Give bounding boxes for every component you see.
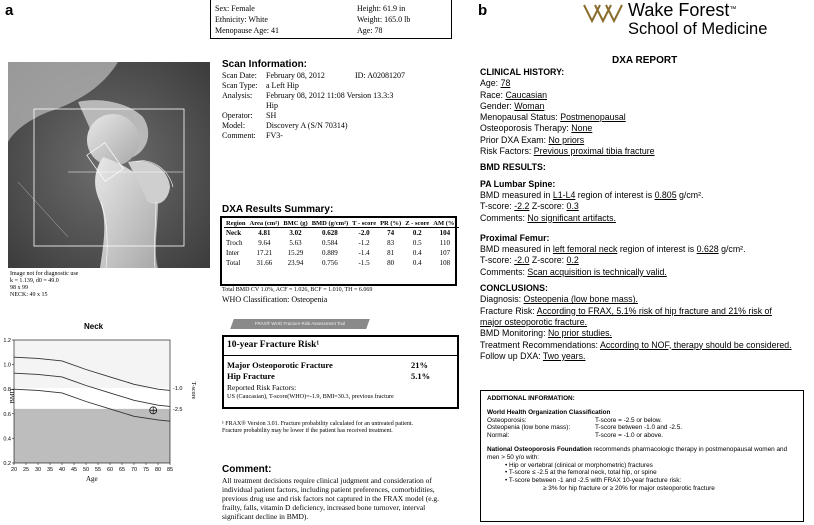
report-body bbox=[480, 67, 810, 362]
patient-point-marker bbox=[150, 407, 157, 414]
treatment-line: Treatment Recommendations: According to NOF, therapy should be considered. bbox=[480, 339, 792, 350]
image-notes bbox=[10, 271, 200, 299]
clinical-history-row bbox=[480, 146, 810, 157]
diagnosis-line: Diagnosis: Osteopenia (low bone mass). bbox=[480, 294, 638, 305]
results-header-cell: AM (%) bbox=[433, 220, 457, 227]
fracture-risk-box bbox=[222, 335, 459, 409]
lumbar-comment: No significant artifacts. bbox=[527, 212, 616, 223]
results-row bbox=[224, 238, 459, 248]
x-tick-label: 65 bbox=[118, 467, 126, 473]
treatment-value: According to NOF, therapy should be considered. bbox=[599, 339, 792, 350]
follow-up-value: Two years. bbox=[542, 350, 586, 361]
results-header-cell: PR (%) bbox=[380, 220, 402, 227]
results-cell: 81 bbox=[387, 249, 395, 257]
report-title: DXA REPORT bbox=[612, 55, 678, 66]
clinical-history-value: None bbox=[571, 123, 593, 134]
results-cell: 110 bbox=[439, 239, 451, 247]
results-cell: 104 bbox=[439, 229, 451, 237]
x-tick-label: 35 bbox=[46, 467, 54, 473]
scan-row-key: Comment: bbox=[222, 131, 256, 140]
x-tick-label: 75 bbox=[142, 467, 150, 473]
y2-axis-label: T-score bbox=[190, 381, 196, 400]
scan-row-value: February 08, 2012 bbox=[266, 71, 325, 80]
image-note: 98 x 99 bbox=[10, 285, 28, 291]
x-tick-label: 30 bbox=[34, 467, 42, 473]
clinical-history-row bbox=[480, 112, 810, 123]
results-header-cell: BMD (g/cm²) bbox=[311, 220, 349, 227]
results-cell: 0.628 bbox=[322, 229, 338, 237]
results-cell: 15.29 bbox=[287, 249, 304, 257]
results-row bbox=[224, 228, 459, 239]
results-cell: Inter bbox=[226, 249, 240, 257]
risk-factors-text: US (Caucasian), T-score(WHO)=-1.9, BMI=30.3, previous fracture bbox=[227, 393, 394, 400]
frax-banner bbox=[230, 319, 370, 329]
results-cell: 0.4 bbox=[412, 259, 422, 267]
nof-bullet-text: T-score ≤ -2.5 at the femoral neck, total hip, or spine bbox=[508, 469, 657, 477]
results-cell: 9.64 bbox=[258, 239, 271, 247]
x-tick-label: 55 bbox=[94, 467, 102, 473]
risk-factors-label: Reported Risk Factors: bbox=[227, 383, 297, 392]
lumbar-bmd-value: 0.805 bbox=[654, 189, 677, 200]
fracture-risk-line: Fracture Risk: According to FRAX, 5.1% risk of hip fracture and 21% risk of bbox=[480, 305, 772, 316]
x-tick-label: 80 bbox=[154, 467, 162, 473]
scan-row bbox=[222, 111, 462, 121]
diagnosis-value: Osteopenia (low bone mass). bbox=[523, 294, 638, 305]
results-cell: 4.81 bbox=[258, 229, 271, 237]
results-header-cell: BMC (g) bbox=[283, 220, 308, 227]
lumbar-heading: PA Lumbar Spine: bbox=[480, 178, 556, 189]
scan-row-value: a Left Hip bbox=[266, 81, 299, 90]
y-tick-label: 0.6 bbox=[3, 411, 11, 418]
wake-forest-logo bbox=[582, 0, 812, 40]
clinical-history-key: Prior DXA Exam: bbox=[480, 134, 546, 145]
x-axis-label: Age bbox=[86, 475, 98, 483]
major-fracture-value: 21% bbox=[411, 360, 428, 370]
patient-header bbox=[210, 0, 452, 39]
who-heading: World Health Organization Classification bbox=[487, 408, 611, 416]
who-row-key: Normal: bbox=[487, 432, 510, 440]
image-note: k = 1.139, d0 = 49.0 bbox=[10, 278, 59, 284]
clinical-history-row bbox=[480, 123, 810, 134]
comment-title: Comment: bbox=[222, 464, 272, 475]
femur-region: left femoral neck bbox=[552, 244, 618, 255]
who-row-value: T-score = -1.0 or above. bbox=[595, 432, 664, 440]
logo-line2: School of Medicine bbox=[628, 20, 768, 38]
additional-heading: ADDITIONAL INFORMATION: bbox=[487, 395, 575, 402]
lumbar-score-line: T-score: -2.2 Z-score: 0.3 bbox=[480, 201, 579, 212]
femur-score-line: T-score: -2.0 Z-score: 0.2 bbox=[480, 255, 579, 266]
results-cell: Troch bbox=[226, 239, 243, 247]
scan-row bbox=[222, 91, 462, 101]
image-note: Image not for diagnostic use bbox=[10, 271, 79, 277]
who-row-value: T-score between -1.0 and -2.5. bbox=[595, 424, 683, 432]
x-tick-label: 60 bbox=[106, 467, 114, 473]
dxa-results-table-box bbox=[220, 216, 457, 286]
clinical-history-value: No priors bbox=[548, 134, 585, 145]
results-cell: 107 bbox=[439, 249, 451, 257]
scan-row-key: Scan Date: bbox=[222, 71, 257, 80]
x-tick-label: 70 bbox=[130, 467, 138, 473]
clinical-history-heading: CLINICAL HISTORY: bbox=[480, 67, 565, 77]
patient-menopause-age: Menopause Age: 41 bbox=[215, 26, 279, 35]
comment-text: All treatment decisions require clinical judgment and consideration of individual patient factors, including patient preferences, comorbidities, previous drug use and risk factors not captured in the FRAX model (e.g. frailty, falls, vitamin D deficiency, increased bone turnover, interval significant decline in BMD). bbox=[222, 476, 440, 521]
results-footer: Total BMD CV 1.0%, ACF = 1.026, BCF = 1.010, TH = 6.069 bbox=[222, 287, 373, 293]
y-tick-label: 1.0 bbox=[3, 362, 11, 369]
dxa-results-title: DXA Results Summary: bbox=[222, 204, 334, 215]
lumbar-t-score: -2.2 bbox=[514, 201, 530, 212]
lumbar-region: L1-L4 bbox=[552, 189, 576, 200]
patient-ethnicity: Ethnicity: White bbox=[215, 15, 268, 24]
scan-row bbox=[222, 71, 462, 81]
conclusions-heading: CONCLUSIONS: bbox=[480, 283, 548, 294]
results-cell: 0.889 bbox=[322, 249, 338, 257]
logo-tm: ™ bbox=[729, 6, 737, 13]
femur-t-score: -2.0 bbox=[514, 255, 530, 266]
scan-row bbox=[222, 81, 462, 91]
wake-forest-emblem-icon bbox=[582, 2, 626, 24]
major-fracture-label: Major Osteoporotic Fracture bbox=[227, 360, 333, 370]
logo-line1: Wake Forest bbox=[628, 0, 730, 20]
bmd-chart bbox=[0, 318, 205, 490]
fracture-risk-value: According to FRAX, 5.1% risk of hip fracture and 21% risk of bbox=[536, 305, 772, 316]
clinical-history-row bbox=[480, 78, 810, 89]
results-header-cell: T - score bbox=[352, 220, 377, 227]
clinical-history-key: Menopausal Status: bbox=[480, 112, 558, 123]
scan-row-value: February 08, 2012 11:08 Version 13.3:3 bbox=[266, 91, 394, 100]
x-tick-label: 25 bbox=[22, 467, 30, 473]
results-cell: 3.02 bbox=[289, 229, 302, 237]
clinical-history-key: Osteoporosis Therapy: bbox=[480, 123, 569, 134]
who-row bbox=[487, 432, 799, 440]
clinical-history-value: Caucasian bbox=[505, 89, 548, 100]
bmd-monitoring-value: No prior studies. bbox=[547, 328, 613, 339]
who-classification: WHO Classification: Osteopenia bbox=[222, 295, 328, 304]
clinical-history-row bbox=[480, 135, 810, 146]
hip-xray-image bbox=[8, 62, 210, 268]
clinical-history-key: Risk Factors: bbox=[480, 146, 532, 157]
results-cell: 31.66 bbox=[256, 259, 273, 267]
femur-bmd-value: 0.628 bbox=[696, 244, 719, 255]
femur-comment-line: Comments: Scan acquisition is technically valid. bbox=[480, 266, 667, 277]
patient-sex: Sex: Female bbox=[215, 4, 255, 13]
panel-a-label: a bbox=[5, 2, 14, 19]
nof-bullet-text: Hip or vertebral (clinical or morphometric) fractures bbox=[509, 461, 653, 469]
image-note: NECK: 49 x 15 bbox=[10, 292, 48, 298]
nof-sub-bullet: ≥ 3% for hip fracture or ≥ 20% for major osteoporotic fracture bbox=[543, 484, 715, 492]
scan-row bbox=[222, 131, 462, 141]
clinical-history-value: Previous proximal tibia fracture bbox=[533, 146, 655, 157]
bmd-results-heading: BMD RESULTS: bbox=[480, 162, 546, 173]
results-row bbox=[224, 248, 459, 258]
nof-text: National Osteoporosis Foundation recommends pharmacologic therapy in postmenopausal women and men > 50 y/o with: bbox=[487, 445, 788, 461]
femur-comment: Scan acquisition is technically valid. bbox=[527, 266, 667, 277]
results-header-cell: Region bbox=[226, 220, 246, 227]
t-score-tick-label: -2.5 bbox=[173, 406, 183, 413]
lumbar-z-score: 0.3 bbox=[566, 201, 579, 212]
clinical-history-key: Age: bbox=[480, 78, 499, 89]
femur-z-score: 0.2 bbox=[566, 255, 579, 266]
bmd-monitoring-line: BMD Monitoring: No prior studies. bbox=[480, 328, 613, 339]
results-row bbox=[224, 258, 459, 268]
clinical-history-value: 78 bbox=[500, 78, 511, 89]
results-cell: Total bbox=[226, 259, 241, 267]
results-cell: 108 bbox=[439, 259, 451, 267]
results-cell: 23.94 bbox=[287, 259, 304, 267]
results-cell: -1.5 bbox=[358, 259, 370, 267]
fracture-risk-title: 10-year Fracture Risk¹ bbox=[227, 340, 320, 350]
scan-row-value: Hip bbox=[266, 101, 278, 110]
x-tick-label: 85 bbox=[166, 467, 174, 473]
who-row-key: Osteopenia (low bone mass): bbox=[487, 424, 571, 432]
results-cell: 74 bbox=[387, 229, 395, 237]
clinical-history-row bbox=[480, 90, 810, 101]
who-row bbox=[487, 424, 799, 432]
scan-row-value: Discovery A (S/N 70314) bbox=[266, 121, 348, 130]
scan-row-key: Model: bbox=[222, 121, 246, 130]
results-cell: 80 bbox=[387, 259, 395, 267]
clinical-history-row bbox=[480, 101, 810, 112]
results-header-cell: Area (cm²) bbox=[249, 220, 280, 227]
scan-row-key: Scan Type: bbox=[222, 81, 258, 90]
results-cell: 5.63 bbox=[289, 239, 302, 247]
t-score-tick-label: -1.0 bbox=[173, 385, 183, 392]
chart-title: Neck bbox=[84, 322, 104, 331]
results-cell: 0.756 bbox=[322, 259, 338, 267]
nof-bullet: • Hip or vertebral (clinical or morphometric) fractures bbox=[505, 461, 653, 469]
patient-height: Height: 61.9 in bbox=[357, 4, 406, 13]
results-cell: 17.21 bbox=[256, 249, 273, 257]
patient-weight: Weight: 165.0 lb bbox=[357, 15, 411, 24]
additional-info-box bbox=[480, 390, 804, 522]
scan-row-key: Operator: bbox=[222, 111, 253, 120]
results-cell: 0.5 bbox=[412, 239, 422, 247]
clinical-history-key: Gender: bbox=[480, 100, 512, 111]
y-tick-label: 0.8 bbox=[3, 387, 11, 394]
clinical-history-key: Race: bbox=[480, 89, 503, 100]
frax-note: ¹ FRAX® Version 3.01. Fracture probability calculated for an untreated patient. Fracture probability may be lower if the patient has received treatment. bbox=[222, 421, 414, 434]
results-cell: 83 bbox=[387, 239, 395, 247]
results-cell: -1.4 bbox=[358, 249, 370, 257]
scan-row-value: FV3- bbox=[266, 131, 283, 140]
nof-bullet: • T-score between -1 and -2.5 with FRAX 10-year fracture risk: bbox=[505, 477, 682, 485]
scan-row bbox=[222, 101, 462, 111]
results-cell: -1.2 bbox=[358, 239, 370, 247]
results-header-cell: Z - score bbox=[405, 220, 430, 227]
panel-b-label: b bbox=[478, 2, 488, 19]
scan-information bbox=[222, 58, 462, 141]
lumbar-bmd-line: BMD measured in L1-L4 region of interest is 0.805 g/cm². bbox=[480, 189, 704, 200]
y-tick-label: 0.4 bbox=[3, 436, 11, 443]
femur-bmd-line: BMD measured in left femoral neck region of interest is 0.628 g/cm². bbox=[480, 244, 746, 255]
dxa-results-table bbox=[224, 220, 459, 268]
who-row-key: Osteoporosis: bbox=[487, 416, 527, 424]
results-cell: Neck bbox=[226, 229, 242, 237]
lumbar-comment-line: Comments: No significant artifacts. bbox=[480, 212, 616, 223]
clinical-history-value: Woman bbox=[514, 100, 545, 111]
scan-row-value: SH bbox=[266, 111, 277, 120]
results-cell: 0.2 bbox=[412, 229, 422, 237]
x-tick-label: 20 bbox=[10, 467, 18, 473]
x-tick-label: 40 bbox=[58, 467, 66, 473]
scan-row-key: Analysis: bbox=[222, 91, 253, 100]
scan-title: Scan Information: bbox=[222, 59, 308, 70]
x-tick-label: 50 bbox=[82, 467, 90, 473]
nof-bullet-text: T-score between -1 and -2.5 with FRAX 10-year fracture risk: bbox=[508, 477, 682, 485]
nof-bullet: • T-score ≤ -2.5 at the femoral neck, total hip, or spine bbox=[505, 469, 657, 477]
scan-row-extra: ID: A02081207 bbox=[355, 71, 405, 80]
results-cell: 0.584 bbox=[322, 239, 338, 247]
follow-up-line: Follow up DXA: Two years. bbox=[480, 350, 586, 361]
patient-age: Age: 78 bbox=[357, 26, 383, 35]
clinical-history-value: Postmenopausal bbox=[560, 112, 626, 123]
results-cell: 0.4 bbox=[412, 249, 422, 257]
who-row-value: T-score = -2.5 or below. bbox=[595, 416, 662, 424]
osteoporosis-band bbox=[14, 409, 170, 463]
fracture-risk-line2: major osteoporotic fracture. bbox=[480, 316, 588, 327]
scan-row bbox=[222, 121, 462, 131]
x-tick-label: 45 bbox=[70, 467, 78, 473]
y-tick-label: 0.2 bbox=[3, 461, 11, 467]
osteopenia-band bbox=[14, 388, 170, 409]
who-row bbox=[487, 417, 799, 425]
results-cell: -2.0 bbox=[358, 229, 370, 237]
femur-heading: Proximal Femur: bbox=[480, 232, 550, 243]
hip-fracture-label: Hip Fracture bbox=[227, 371, 275, 381]
frax-banner-text: FRAX® WHO Fracture Risk Assessment Tool bbox=[254, 321, 346, 326]
y-tick-label: 1.2 bbox=[3, 338, 11, 344]
hip-fracture-value: 5.1% bbox=[411, 371, 431, 381]
y-axis-label: BMD bbox=[9, 388, 16, 404]
